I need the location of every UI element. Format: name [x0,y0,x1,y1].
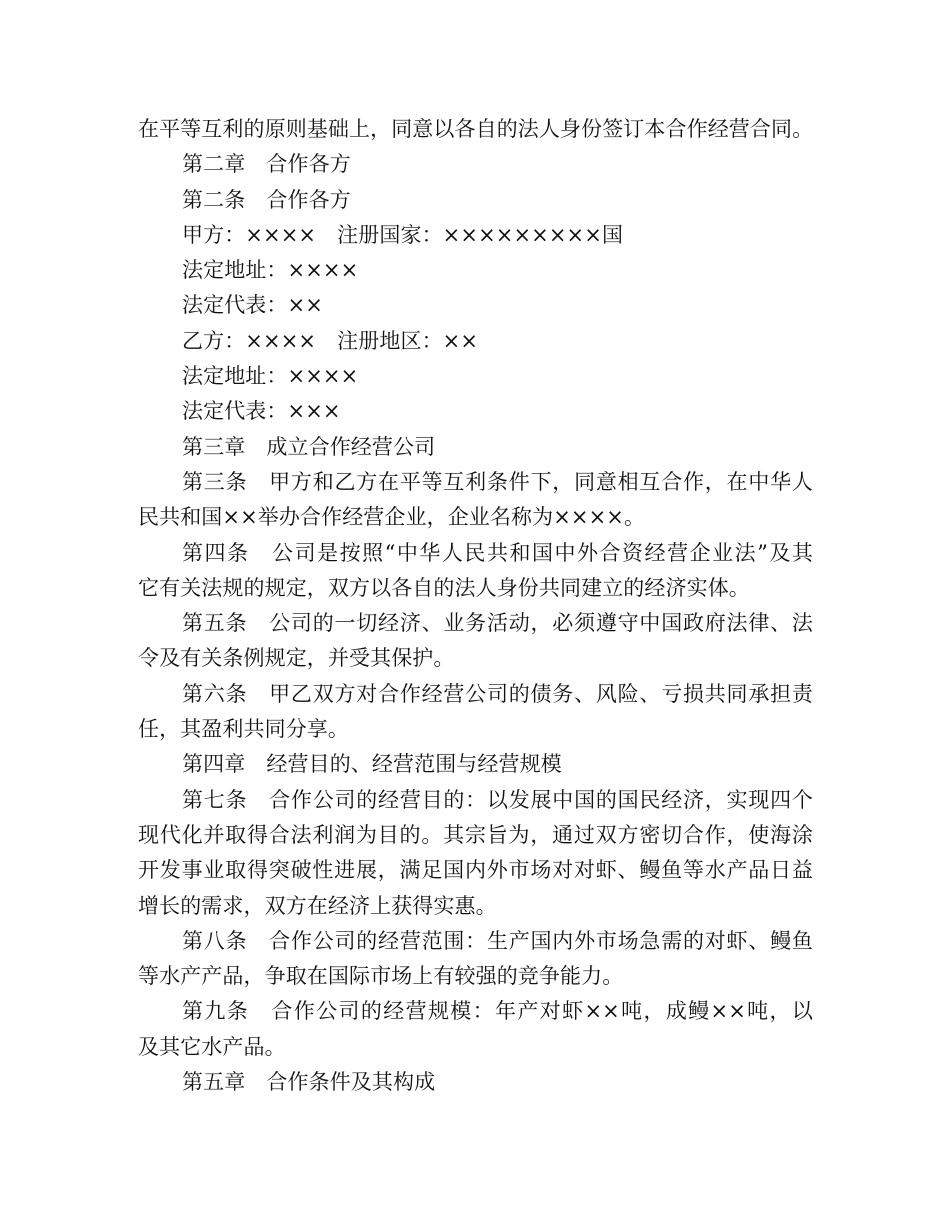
chapter-4-heading: 第四章 经营目的、经营范围与经营规模 [182,752,562,777]
document-body [138,112,813,1100]
article-3-line-2: 民共和国××举办合作经营企业，企业名称为××××。 [138,505,646,530]
article-7-line-4: 增长的需求，双方在经济上获得实惠。 [138,893,497,918]
article-4-line-1: 第四条 公司是按照“中华人民共和国中外合资经营企业法”及其 [182,540,813,565]
party-b-line: 乙方：×××× 注册地区：×× [182,328,479,353]
article-6-line-1: 第六条 甲乙双方对合作经营公司的债务、风险、亏损共同承担责 [182,681,813,706]
party-a-line: 甲方：×××× 注册国家：×××××××××国 [182,222,624,247]
chapter-3-heading: 第三章 成立合作经营公司 [182,434,436,459]
article-3-line-1: 第三条 甲方和乙方在平等互利条件下，同意相互合作，在中华人 [182,469,813,494]
article-5-line-1: 第五条 公司的一切经济、业务活动，必须遵守中国政府法律、法 [182,611,813,636]
article-7-line-3: 开发事业取得突破性进展，满足国内外市场对对虾、鳗鱼等水产品日益 [138,858,813,883]
article-9-line-2: 及其它水产品。 [138,1034,286,1059]
article-6-line-2: 任，其盈利共同分享。 [138,717,349,742]
article-4-line-2: 它有关法规的规定，双方以各自的法人身份共同建立的经济实体。 [138,575,750,600]
article-2-heading: 第二条 合作各方 [182,187,351,212]
party-a-representative: 法定代表：×× [182,293,323,318]
party-b-representative: 法定代表：××× [182,399,341,424]
article-5-line-2: 令及有关条例规定，并受其保护。 [138,646,455,671]
text-line-1: 在平等互利的原则基础上，同意以各自的法人身份签订本合作经营合同。 [138,117,814,141]
article-8-line-2: 等水产产品，争取在国际市场上有较强的竞争能力。 [138,964,624,989]
article-8-line-1: 第八条 合作公司的经营范围：生产国内外市场急需的对虾、鳗鱼 [182,928,813,953]
chapter-5-heading: 第五章 合作条件及其构成 [182,1070,436,1095]
party-b-address: 法定地址：×××× [182,364,359,389]
article-9-line-1: 第九条 合作公司的经营规模：年产对虾××吨，成鳗××吨，以 [182,999,813,1024]
article-7-line-1: 第七条 合作公司的经营目的：以发展中国的国民经济，实现四个 [182,787,813,812]
party-a-address: 法定地址：×××× [182,258,359,283]
chapter-2-heading: 第二章 合作各方 [182,152,351,177]
article-7-line-2: 现代化并取得合法利润为目的。其宗旨为，通过双方密切合作，使海涂 [138,822,813,847]
